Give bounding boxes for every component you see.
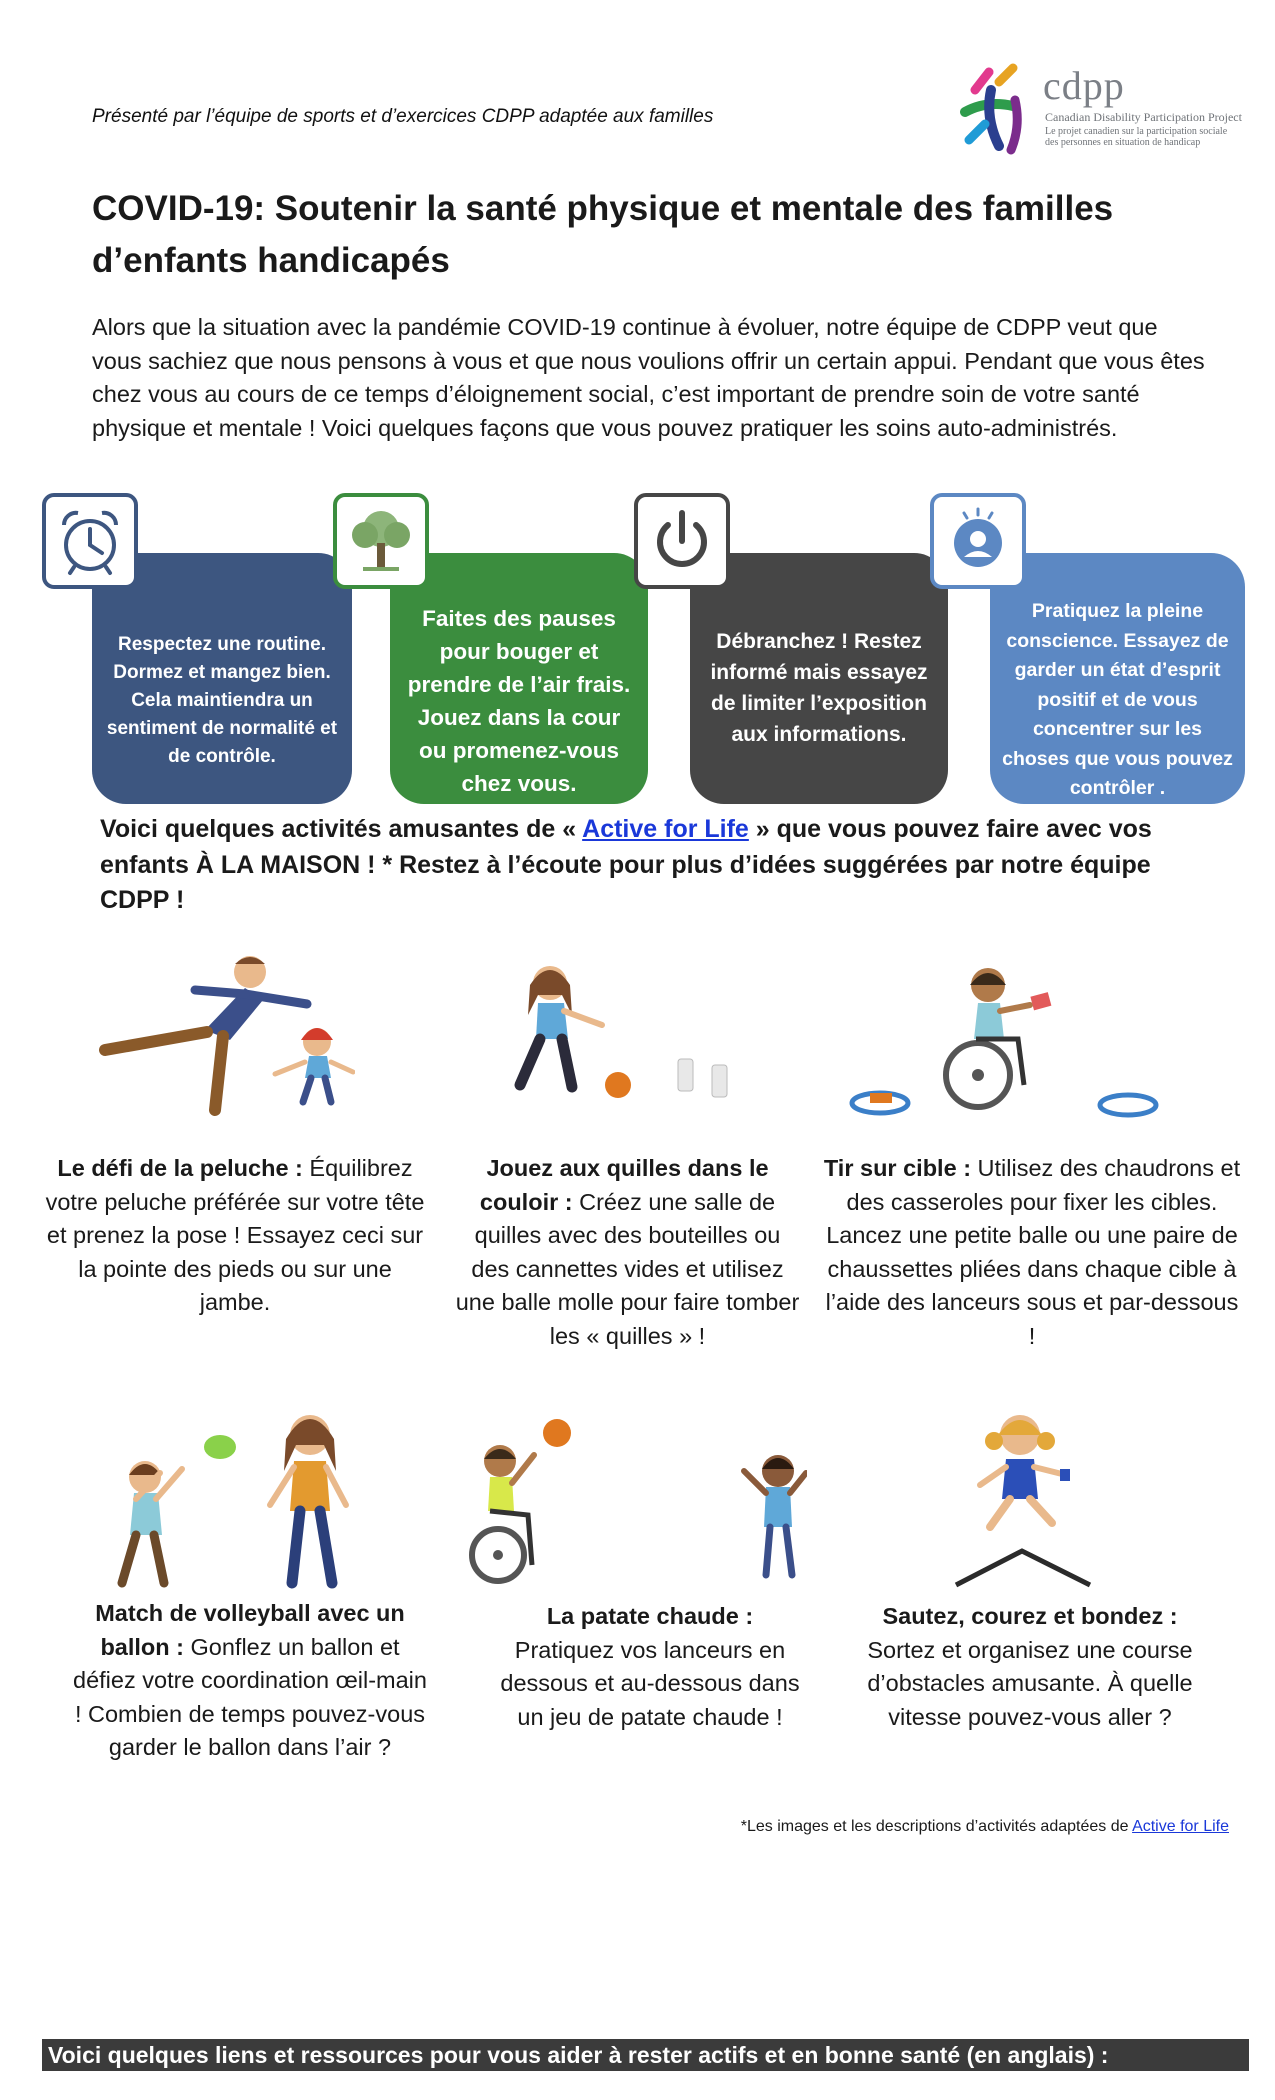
activity-caption [822,1152,1242,1353]
resources-heading-bar: Voici quelques liens et ressources pour vous aider à rester actifs et en bonne santé (en anglais) : [42,2039,1249,2071]
tree-icon [333,493,429,589]
activity-body: Créez une salle de quilles avec des bouteilles ou des cannettes vides et utilisez une balle molle pour faire tomber les « quilles » ! [455,1188,800,1349]
activities-intro-after: » que vous pouvez faire avec vos enfants À LA MAISON ! * Restez à l’écoute pour plus d’idées suggérées par notre équipe CDPP ! [100,815,1152,914]
tip-unplug-text: Débranchez ! Restez informé mais essayez de limiter l’exposition aux informations. [710,629,928,746]
tip-routine-text: Respectez une routine. Dormez et mangez bien. Cela maintiendra un sentiment de normalité et de contrôle. [106,633,338,767]
tip-breaks-text: Faites des pauses pour bouger et prendre de l’air frais. Jouez dans la cour ou promenez-vous chez vous. [407,605,631,796]
tip-mindfulness-text: Pratiquez la pleine conscience. Essayez de garder un état d’esprit positif et de vous concentrer sur les choses que vous pouvez contrôler . [1002,600,1233,800]
hot-potato-illustration [462,1415,807,1590]
activity-body: Sortez et organisez une course d’obstacles amusante. À quelle vitesse pouvez-vous aller ? [867,1636,1193,1730]
activity-title: Jouez aux quilles dans le couloir : [479,1155,769,1215]
footnote-active-for-life-link[interactable]: Active for Life [1132,1818,1229,1835]
adult-child-balance-illustration [95,950,355,1120]
cdpp-logo [955,60,1242,160]
presented-by: Présenté par l’équipe de sports et d’exercices CDPP adaptée aux familles [92,106,714,127]
activity-caption [70,1597,430,1765]
cdpp-logo-mark-icon [955,60,1041,160]
activity-body: Pratiquez vos lanceurs en dessous et au-dessous dans un jeu de patate chaude ! [500,1636,800,1730]
bowling-illustration [490,955,740,1115]
activity-title: Match de volleyball avec un ballon : [95,1600,405,1660]
activities-intro [100,812,1210,919]
activity-body: Utilisez des chaudrons et des casseroles pour fixer les cibles. Lancez une petite balle ou une paire de chaussettes pliées dans chaque cible à l’aide des lanceurs sous et par-dessous ! [825,1155,1241,1349]
activity-title: Tir sur cible : [823,1155,972,1181]
activity-title: Le défi de la peluche : [57,1155,303,1181]
mindfulness-icon [930,493,1026,589]
footnote [741,1818,1229,1836]
wheelchair-target-illustration [848,965,1163,1125]
logo-name: cdpp [1043,63,1125,108]
alarm-clock-icon [42,493,138,589]
activity-caption [855,1600,1205,1734]
intro-paragraph: Alors que la situation avec la pandémie COVID-19 continue à évoluer, notre équipe de CDPP veut que vous sachiez que nous pensons à vous et que nous voulions offrir un certain appui. Pendant que vous êtes chez vous au cours de ce temps d’éloignement social, c’est important de prendre soin de votre santé physique et mentale ! Voici quelques façons que vous pouvez pratiquer les soins auto-administrés. [92,314,1205,441]
tip-routine [92,553,352,804]
activity-caption [490,1600,810,1734]
activity-title: La patate chaude : [546,1603,754,1629]
activity-title: Sautez, courez et bondez : [882,1603,1178,1629]
active-for-life-link[interactable]: Active for Life [582,815,749,843]
logo-subtitle-en: Canadian Disability Participation Project [1045,110,1242,124]
activities-intro-before: Voici quelques activités amusantes de « [100,815,583,843]
logo-subtitle-fr: Le projet canadien sur la participation sociale des personnes en situation de handicap [1045,126,1228,148]
page-title: COVID-19: Soutenir la santé physique et mentale des familles d’enfants handicapés [92,189,1114,280]
tip-mindfulness [990,553,1245,804]
tip-breaks [390,553,648,804]
activity-body: Gonflez un ballon et défiez votre coordination œil-main ! Combien de temps pouvez-vous garder le ballon dans l’air ? [73,1633,427,1760]
activity-caption [455,1152,800,1353]
jumping-girl-illustration [940,1405,1140,1590]
footnote-text: *Les images et les descriptions d’activités adaptées de [740,1818,1133,1835]
power-icon [634,493,730,589]
activity-caption [45,1152,425,1320]
tip-unplug [690,553,948,804]
activity-body: Équilibrez votre peluche préférée sur votre tête et prenez la pose ! Essayez ceci sur la pointe des pieds ou sur une jambe. [45,1155,425,1315]
balloon-volleyball-illustration [110,1405,370,1590]
